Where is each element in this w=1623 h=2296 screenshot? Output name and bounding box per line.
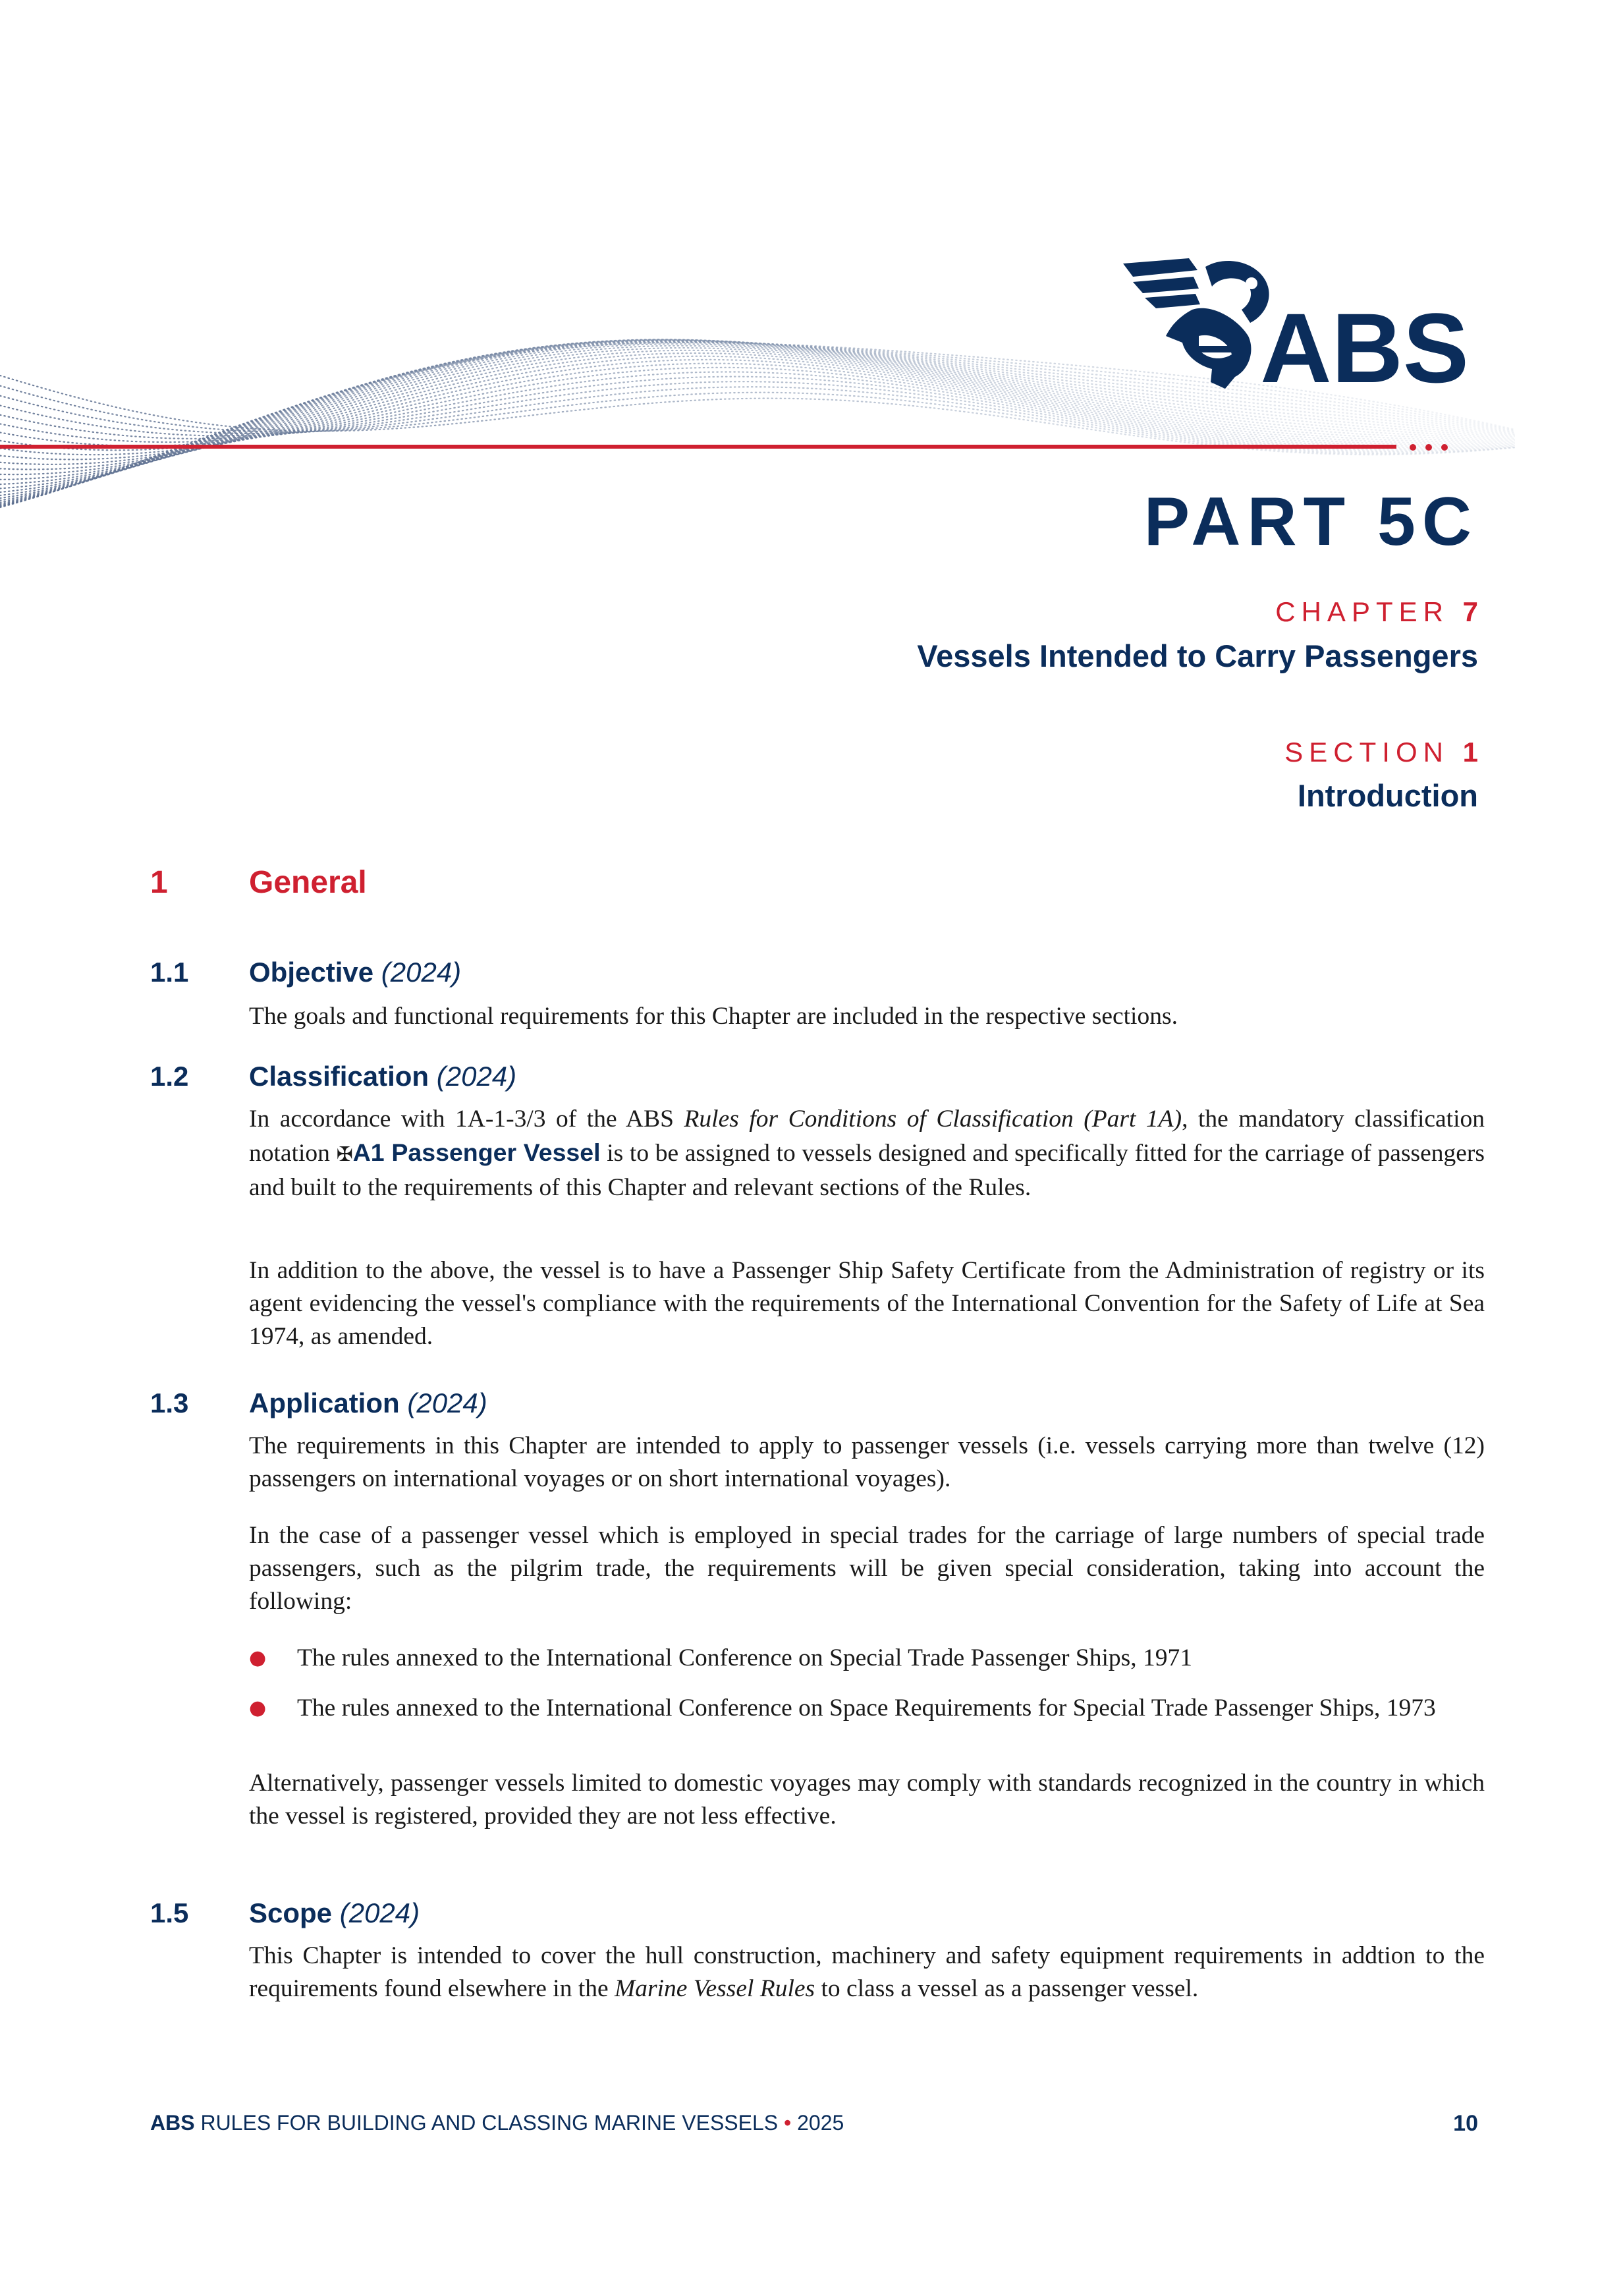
eagle-emblem-icon [1123, 258, 1269, 389]
bullet-icon: ● [249, 1646, 267, 1669]
application-paragraph-2: In the case of a passenger vessel which is employed in special trades for the carriage of large numbers of special trade passengers, such as the pilgrim trade, the requirements will be given special consideration, taking into account the following: [249, 1522, 1485, 1615]
abs-logo [1120, 257, 1475, 399]
heading-general: 1 General [150, 865, 367, 900]
section-label: SECTION 1 [1284, 737, 1478, 768]
application-paragraph-1: The requirements in this Chapter are intended to apply to passenger vessels (i.e. vessels carrying more than twelve (12) passengers on international voyages or on short international voyages). [249, 1432, 1485, 1492]
list-item: ● The rules annexed to the International Conference on Space Requirements for Special Trade Passenger Ships, 1973 [249, 1692, 1485, 1725]
page-number: 10 [1453, 2111, 1478, 2136]
heading-objective: 1.1 Objective (2024) [150, 957, 462, 988]
class-notation: A1 Passenger Vessel [352, 1138, 601, 1166]
section-title: Introduction [1297, 778, 1478, 813]
bullet-icon: ● [249, 1696, 267, 1720]
scope-paragraph: This Chapter is intended to cover the hull construction, machinery and safety equipment requirements in addtion to the requirements found elsewhere in the Marine Vessel Rules to class a vessel as a passenger vessel. [249, 1942, 1485, 2002]
part-title: PART 5C [1143, 484, 1478, 560]
maltese-cross-icon: ✠ [336, 1143, 353, 1166]
header-rule [0, 445, 1396, 449]
svg-text:ABS: ABS [1260, 293, 1469, 399]
application-paragraph-3: Alternatively, passenger vessels limited to domestic voyages may comply with standards recognized in the country in which the vessel is registered, provided they are not less effective. [249, 1770, 1485, 1830]
list-item: ● The rules annexed to the International Conference on Special Trade Passenger Ships, 1971 [249, 1642, 1485, 1675]
section-number: 1 [1462, 737, 1478, 768]
classification-paragraph-2: In addition to the above, the vessel is to have a Passenger Ship Safety Certificate from the Administration of registry or its agent evidencing the vessel's compliance with the requirements of the International Convention for the Safety of Life at Sea 1974, as amended. [249, 1257, 1485, 1350]
chapter-label: CHAPTER 7 [1275, 596, 1478, 627]
heading-scope: 1.5 Scope (2024) [150, 1897, 420, 1928]
heading-classification: 1.2 Classification (2024) [150, 1061, 517, 1092]
chapter-title: Vessels Intended to Carry Passengers [917, 638, 1478, 673]
header-rule-dots [1410, 442, 1457, 454]
classification-paragraph-1: In accordance with 1A-1-3/3 of the ABS Rules for Conditions of Classification (Part 1A), the mandatory classification notation ✠A1 Passenger Vessel is to be assigned to vessels designed and specifically fitted for the carriage of passengers and built to the requirements of this Chapter and relevant sections of the Rules. [249, 1106, 1485, 1201]
heading-application: 1.3 Application (2024) [150, 1387, 487, 1418]
chapter-number: 7 [1462, 596, 1478, 627]
objective-text: The goals and functional requirements for this Chapter are included in the respective sections. [249, 1003, 1178, 1030]
footer-title: ABS RULES FOR BUILDING AND CLASSING MARINE VESSELS • 2025 [150, 2111, 844, 2135]
